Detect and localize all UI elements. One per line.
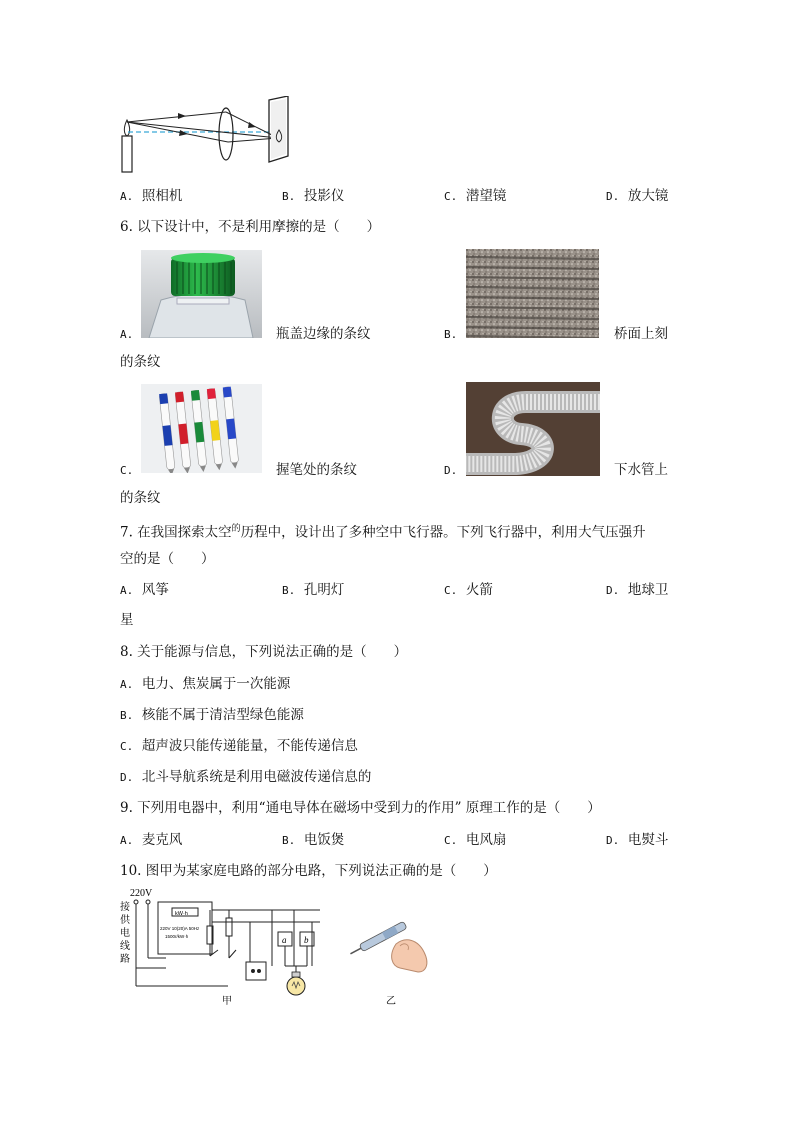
supply-line-label — [120, 900, 131, 965]
figure-caption-jia: 甲 — [222, 996, 232, 1007]
convex-lens — [219, 108, 233, 160]
voltage-label: 220V — [130, 888, 153, 899]
q6-option-a-text: 瓶盖边缘的条纹 — [276, 326, 371, 342]
q6-option-b[interactable]: B. — [444, 328, 458, 341]
q7-option-c[interactable]: C. 火箭 — [444, 582, 493, 598]
wall-socket — [246, 962, 266, 980]
q9-stem: 9. 下列用电器中，利用“通电导体在磁场中受到力的作用” 原理工作的是（ ） — [120, 800, 601, 816]
q10-stem: 10. 图甲为某家庭电路的部分电路，下列说法正确的是（ ） — [120, 863, 497, 879]
meter-unit: kW·h — [175, 911, 188, 917]
q8-option-b[interactable]: B. 核能不属于清洁型绿色能源 — [120, 707, 304, 723]
figure-caption-yi: 乙 — [386, 996, 396, 1007]
meter-spec: 220V 10(20)A 50Hz — [160, 926, 200, 931]
q9-option-b[interactable]: B. 电饭煲 — [282, 832, 345, 848]
household-circuit-diagram — [118, 886, 328, 1008]
q8-stem: 8. 关于能源与信息，下列说法正确的是（ ） — [120, 644, 408, 660]
drain-hose-photo — [466, 382, 600, 476]
svg-text:接: 接 — [120, 902, 130, 913]
meter-rev: 1500r/kW·h — [165, 934, 189, 939]
q8-option-a[interactable]: A. 电力、焦炭属于一次能源 — [120, 676, 291, 692]
bridge-surface-photo — [466, 249, 599, 338]
q6-option-b-text-cont: 的条纹 — [120, 354, 161, 370]
q6-stem: 6. 以下设计中，不是利用摩擦的是（ ） — [120, 219, 381, 235]
q6-option-b-text: 桥面上刻 — [614, 326, 668, 342]
q5-option-c[interactable]: C. 潜望镜 — [444, 188, 507, 204]
svg-text:线: 线 — [120, 941, 130, 952]
q9-option-d[interactable]: D. 电熨斗 — [606, 832, 669, 848]
q5-option-b[interactable]: B. 投影仪 — [282, 188, 345, 204]
q8-option-d[interactable]: D. 北斗导航系统是利用电磁波传递信息的 — [120, 769, 372, 785]
q6-option-a[interactable]: A. — [120, 328, 134, 341]
svg-text:电: 电 — [120, 928, 130, 939]
q6-option-c-text: 握笔处的条纹 — [276, 462, 357, 478]
q5-option-a[interactable]: A. 照相机 — [120, 188, 183, 204]
svg-text:路: 路 — [120, 954, 130, 965]
lens-ray-diagram — [116, 96, 306, 180]
q6-option-d-text: 下水管上 — [614, 462, 668, 478]
q7-option-d-cont: 星 — [120, 612, 134, 628]
q7-stem-line2: 空的是（ ） — [120, 551, 215, 567]
q8-option-c[interactable]: C. 超声波只能传递能量，不能传递信息 — [120, 738, 358, 754]
candle — [122, 136, 132, 172]
q6-option-d[interactable]: D. — [444, 464, 458, 477]
label-b: b — [304, 935, 309, 945]
hand — [392, 940, 427, 972]
svg-text:供: 供 — [120, 915, 130, 926]
q7-stem: 7. 在我国探索太空$^的$历程中，设计出了多种空中飞行器。下列飞行器中，利用大气压强升 — [120, 524, 646, 541]
test-pen-figure — [344, 906, 436, 1008]
q9-option-c[interactable]: C. 电风扇 — [444, 832, 507, 848]
pens-photo — [141, 384, 262, 473]
q7-option-a[interactable]: A. 风筝 — [120, 582, 169, 598]
q6-option-d-text-cont: 的条纹 — [120, 490, 161, 506]
light-bulb — [287, 977, 305, 995]
label-a: a — [282, 935, 287, 945]
q6-option-c[interactable]: C. — [120, 464, 134, 477]
q5-option-d[interactable]: D. 放大镜 — [606, 188, 669, 204]
q7-option-b[interactable]: B. 孔明灯 — [282, 582, 345, 598]
q9-option-a[interactable]: A. 麦克风 — [120, 832, 183, 848]
q7-option-d[interactable]: D. 地球卫 — [606, 582, 669, 598]
bottle-cap-photo — [141, 250, 262, 338]
